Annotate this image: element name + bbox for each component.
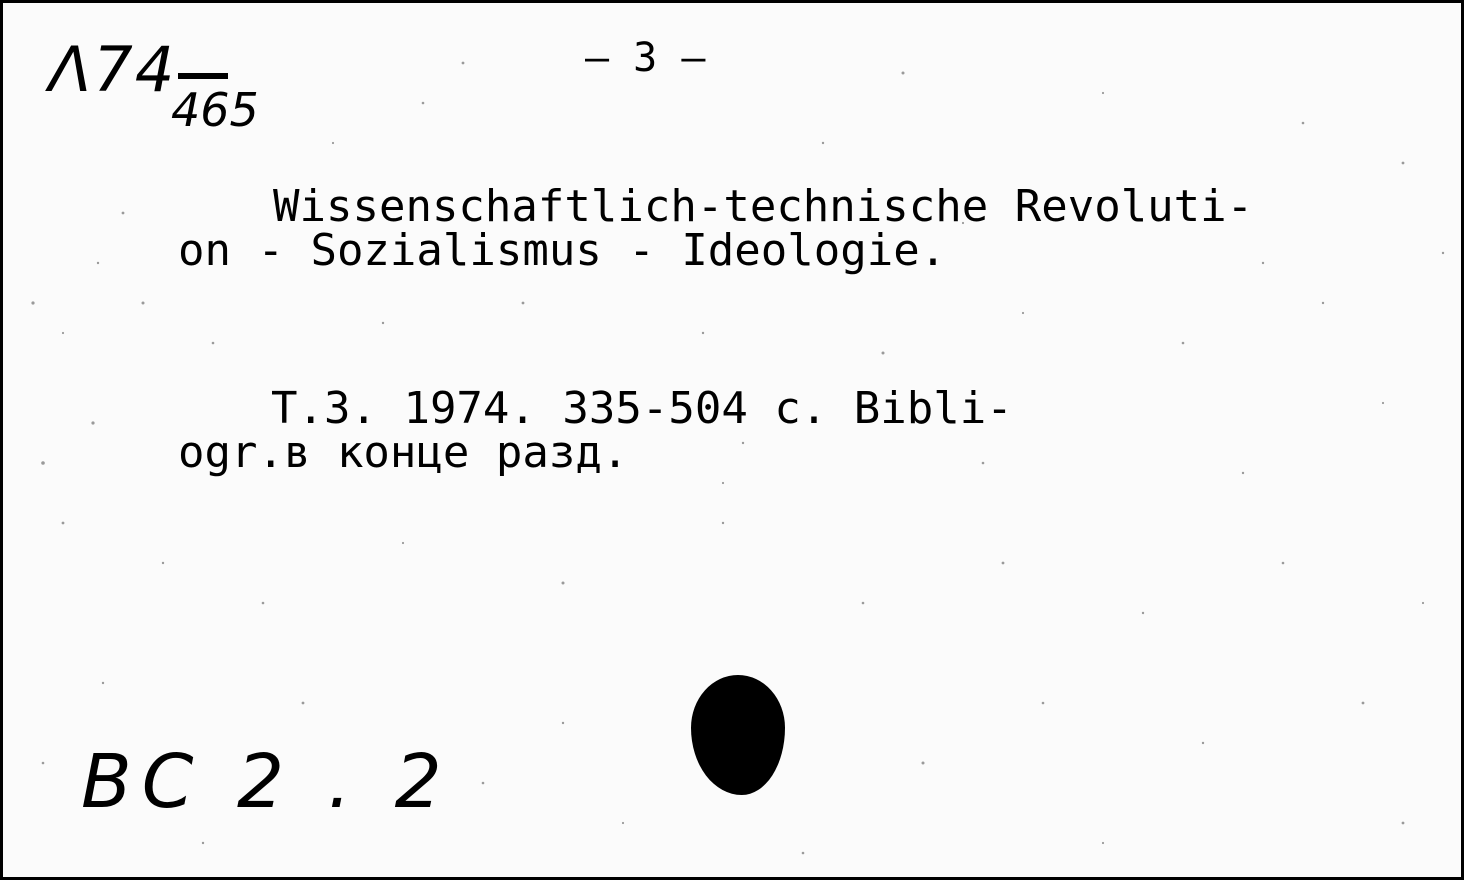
shelf-mark: ВС 2 . 2 — [81, 739, 452, 825]
call-number-sub: 465 — [171, 83, 259, 137]
details-line-2: ogr.в конце разд. — [178, 427, 629, 478]
details-line-1: T.3. 1974. 335-504 c. Bibli- — [271, 383, 1013, 434]
title-line-1: Wissenschaftlich-technische Revoluti- — [273, 181, 1254, 232]
title-line-2: on - Sozialismus - Ideologie. — [178, 225, 947, 276]
call-number-divider — [178, 73, 228, 79]
page-marker: — 3 — — [585, 35, 706, 81]
call-number-main: Λ74 — [49, 33, 177, 106]
